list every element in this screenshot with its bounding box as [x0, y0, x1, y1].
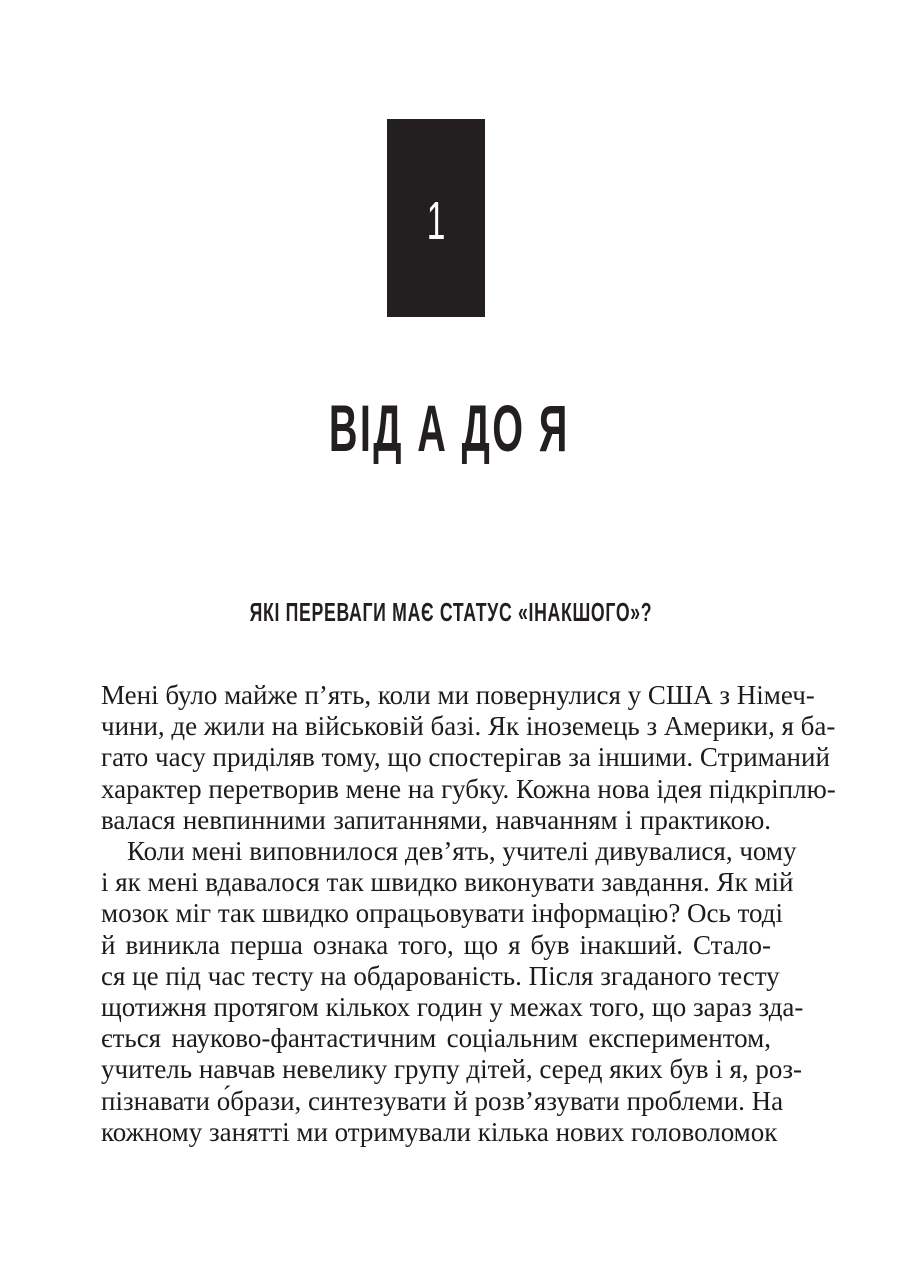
text-line: мозок міг так швидко опрацьовувати інформацію? Ось тоді	[101, 898, 784, 929]
body-text	[101, 680, 836, 1148]
text-line: щотижня протягом кількох годин у межах того, що зараз зда-	[101, 992, 804, 1023]
text-line: гато часу приділяв тому, що спостерігав за іншими. Стриманий	[101, 742, 830, 773]
text-line: Мені було майже п’ять, коли ми повернулися у США з Німеч-	[101, 680, 815, 710]
text-line: чини, де жили на військовій базі. Як іноземець з Америки, я ба-	[101, 711, 836, 742]
chapter-title: ВІД А ДО Я	[328, 391, 570, 465]
text-line: ється науково-фантастичним соціальним експериментом,	[101, 1023, 771, 1054]
text-line: пізнавати о́брази, синтезувати й розв’язувати проблеми. На	[101, 1085, 784, 1116]
text-line: Коли мені виповнилося дев’ять, учителі дивувалися, чому	[127, 836, 797, 867]
text-line: і як мені вдавалося так швидко виконувати завдання. Як мій	[101, 867, 794, 898]
chapter-number: 1	[426, 191, 446, 251]
text-line: ся це під час тесту на обдарованість. Після згаданого тесту	[101, 960, 780, 991]
text-line: й виникла перша ознака того, що я був інакший. Стало-	[101, 929, 771, 960]
chapter-number-box	[387, 119, 485, 317]
text-line: валася невпинними запитаннями, навчанням і практикою.	[101, 804, 771, 835]
text-line: учитель навчав невелику групу дітей, серед яких був і я, роз-	[101, 1054, 803, 1085]
section-heading: ЯКІ ПЕРЕВАГИ МАЄ СТАТУС «ІНАКШОГО»?	[249, 597, 653, 627]
text-line: кожному занятті ми отримували кілька нових головоломок	[101, 1116, 778, 1147]
text-line: характер перетворив мене на губку. Кожна нова ідея підкріплю-	[101, 773, 836, 804]
